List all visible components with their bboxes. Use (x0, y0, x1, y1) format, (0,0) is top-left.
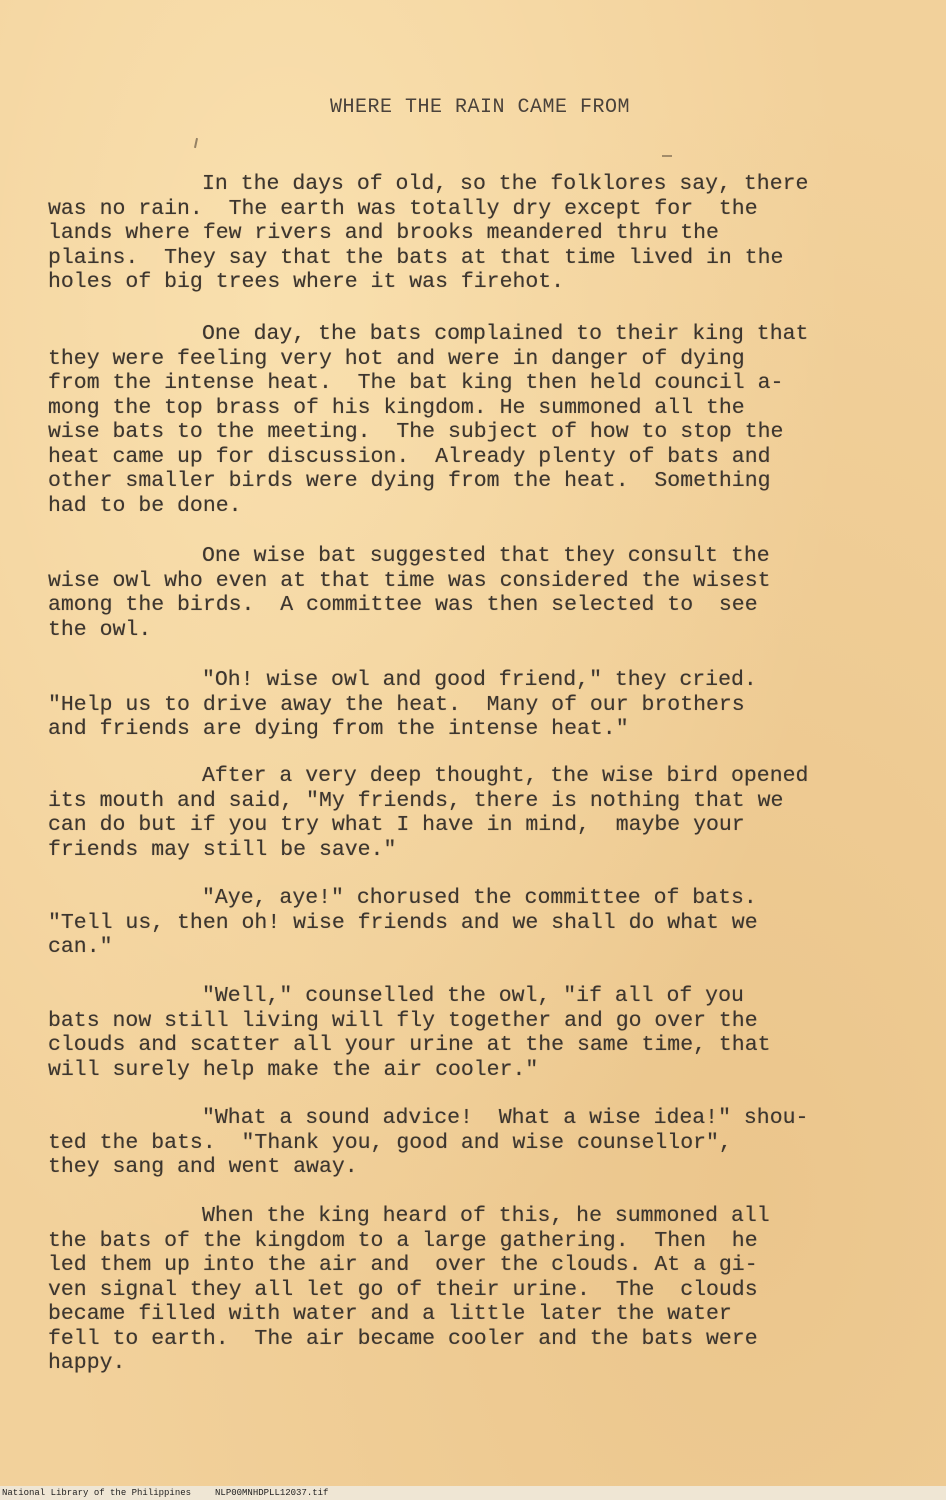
scan-footer (0, 1486, 946, 1500)
text-line: "Oh! wise owl and good friend," they cried. (202, 668, 757, 692)
ink-mark (662, 155, 672, 157)
paragraph (48, 1106, 898, 1180)
paragraph (48, 668, 898, 742)
text-line: from the intense heat. The bat king then held council a- (48, 371, 784, 395)
text-line: they were feeling very hot and were in danger of dying (48, 346, 745, 371)
text-line: the owl. (48, 617, 152, 642)
text-line: heat came up for discussion. Already plenty of bats and (48, 444, 771, 469)
text-line: other smaller birds were dying from the heat. Something (48, 469, 771, 493)
text-line: plains. They say that the bats at that time lived in the (48, 245, 784, 270)
text-line: "Well," counselled the owl, "if all of you (202, 984, 744, 1008)
text-line: "Tell us, then oh! wise friends and we shall do what we (48, 910, 758, 935)
text-line: In the days of old, so the folklores say, there (202, 172, 809, 196)
paragraph (48, 886, 898, 960)
paragraph (48, 764, 898, 862)
text-line: lands where few rivers and brooks meandered thru the (48, 221, 719, 245)
text-line: "Help us to drive away the heat. Many of our brothers (48, 692, 745, 717)
text-line: After a very deep thought, the wise bird opened (202, 764, 809, 788)
text-line: clouds and scatter all your urine at the same time, that (48, 1033, 771, 1057)
text-line: ted the bats. "Thank you, good and wise counsellor", (48, 1130, 732, 1155)
ink-mark (194, 138, 198, 148)
text-line: can." (48, 935, 113, 959)
library-name: National Library of the Philippines (2, 1488, 192, 1498)
text-line: ven signal they all let go of their urine. The clouds (48, 1277, 758, 1302)
document-title: WHERE THE RAIN CAME FROM (329, 96, 631, 119)
text-line: and friends are dying from the intense heat." (48, 717, 629, 741)
paragraph (48, 984, 898, 1082)
text-line: led them up into the air and over the clouds. At a gi- (48, 1253, 758, 1277)
paragraph (48, 544, 898, 642)
text-line: happy. (48, 1351, 126, 1375)
text-line: fell to earth. The air became cooler and the bats were (48, 1326, 758, 1351)
text-line: the bats of the kingdom to a large gathering. Then he (48, 1228, 758, 1253)
text-line: "What a sound advice! What a wise idea!" shou- (202, 1106, 809, 1130)
text-line: they sang and went away. (48, 1155, 358, 1179)
paragraph (48, 1204, 898, 1376)
text-line: mong the top brass of his kingdom. He summoned all the (48, 395, 745, 420)
text-line: had to be done. (48, 493, 242, 518)
text-line: was no rain. The earth was totally dry except for the (48, 196, 758, 221)
text-line: bats now still living will fly together and go over the (48, 1008, 758, 1033)
text-line: friends may still be save." (48, 837, 397, 862)
paragraph (48, 172, 898, 295)
text-line: became filled with water and a little later the water (48, 1302, 732, 1326)
text-line: among the birds. A committee was then selected to see (48, 593, 758, 617)
text-line: its mouth and said, "My friends, there is nothing that we (48, 788, 784, 813)
file-name: NLP00MNHDPLL12037.tif (215, 1488, 329, 1498)
text-line: wise bats to the meeting. The subject of how to stop the (48, 420, 784, 444)
paragraph (48, 322, 898, 518)
text-line: can do but if you try what I have in mind, maybe your (48, 813, 745, 837)
text-line: One wise bat suggested that they consult the (202, 544, 770, 568)
text-line: will surely help make the air cooler." (48, 1057, 539, 1082)
text-line: When the king heard of this, he summoned all (202, 1204, 770, 1228)
text-line: "Aye, aye!" chorused the committee of bats. (202, 886, 757, 910)
text-line: One day, the bats complained to their king that (202, 322, 809, 346)
text-line: wise owl who even at that time was considered the wisest (48, 568, 771, 593)
text-line: holes of big trees where it was firehot. (48, 270, 565, 294)
